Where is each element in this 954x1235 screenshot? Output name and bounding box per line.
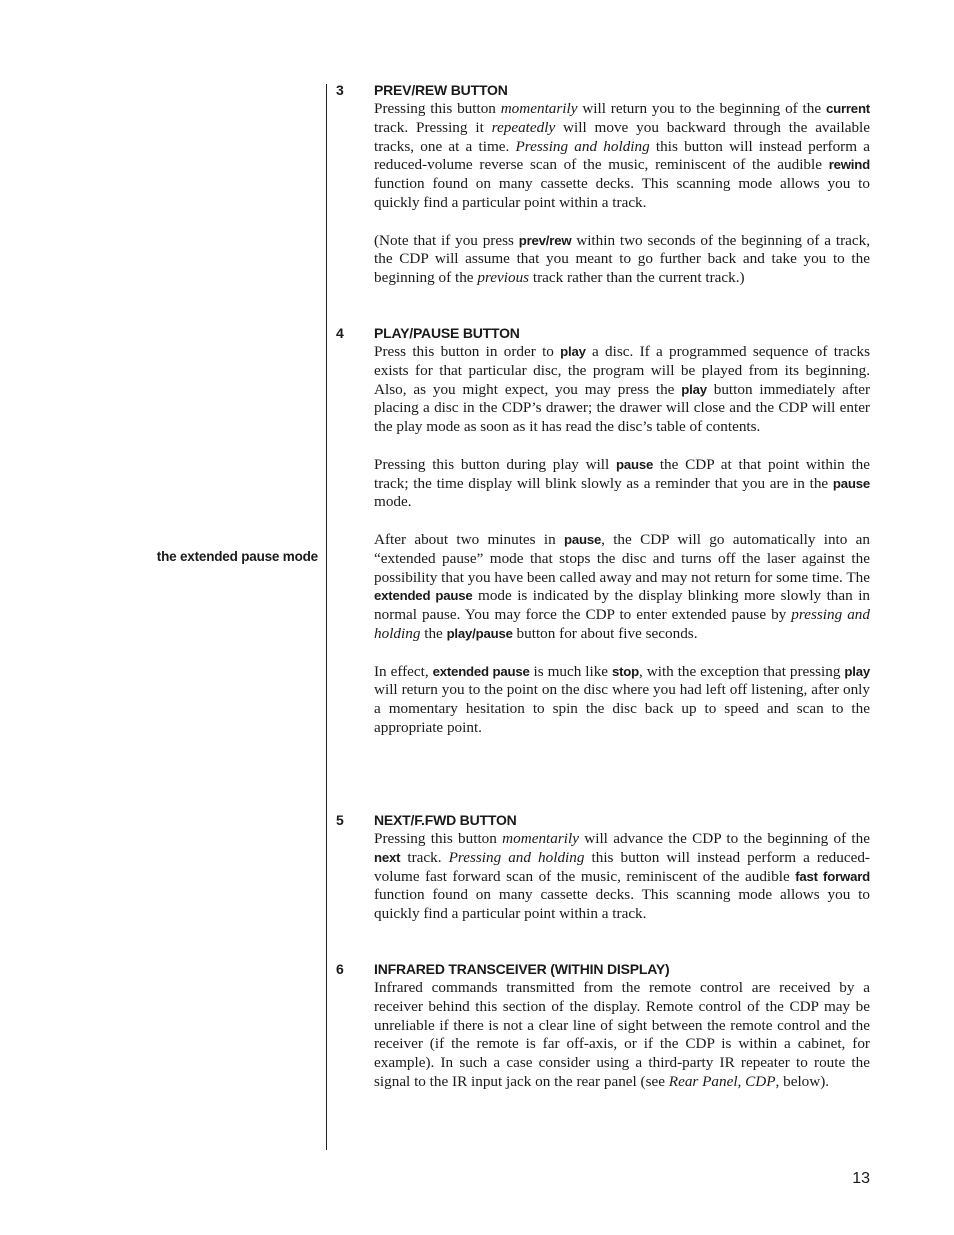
body-paragraph: Pressing this button momentarily will return you to the beginning of the current track. Pressing it repeatedly will move you backward through the available tracks, one at a time. Pressing and holding this button will instead perform a reduced-volume reverse scan of the music, reminiscent of the audible rewind function found on many cassette decks. This scanning mode allows you to quickly find a particular point within a track. (374, 100, 871, 211)
emphasis-italic: repeatedly (491, 118, 556, 136)
section-heading (336, 960, 870, 979)
section-heading (336, 811, 870, 830)
section-next-ffwd (336, 811, 870, 924)
section-heading (336, 324, 870, 343)
emphasis-italic: pressing and holding (374, 606, 870, 642)
section-number: 3 (336, 82, 344, 98)
body-paragraph: Pressing this button momentarily will advance the CDP to the beginning of the next track. Pressing and holding this button will instead perform a reduced-volume fast forward scan of the music, reminiscent of the audible fast forward function found on many cassette decks. This scanning mode allows you to quickly find a particular point within a track. (374, 830, 871, 923)
emphasis-bold: next (374, 849, 401, 865)
section-title: INFRARED TRANSCEIVER (WITHIN DISPLAY) (374, 961, 670, 977)
emphasis-italic: previous (477, 269, 530, 287)
section-heading (336, 81, 870, 100)
body-paragraph: Press this button in order to play a disc. If a programmed sequence of tracks exists for that particular disc, the program will be played from its beginning. Also, as you might expect, you may press the play button immediately after placing a disc in the CDP’s drawer; the drawer will close and the CDP will enter the play mode as soon as it has read the disc’s table of contents. (374, 343, 870, 436)
emphasis-bold: prev/rew (518, 232, 572, 248)
column-divider-rule (326, 84, 327, 1150)
emphasis-italic: Rear Panel, CDP (668, 1072, 776, 1090)
body-paragraph: Pressing this button during play will pause the CDP at that point within the track; the time display will blink slowly as a reminder that you are in the pause mode. (374, 455, 870, 511)
emphasis-bold: play (844, 663, 870, 679)
emphasis-bold: rewind (828, 157, 870, 173)
emphasis-italic: momentarily (500, 100, 578, 117)
emphasis-bold: stop (611, 663, 640, 679)
margin-note: the extended pause mode (156, 549, 318, 564)
body-paragraph: In effect, extended pause is much like stop, with the exception that pressing play will return you to the point on the disc where you had left off listening, after only a momentary hesitation to spin the disc back up to speed and scan to the appropriate point. (374, 662, 870, 736)
emphasis-bold: play (560, 344, 586, 359)
body-paragraph: Infrared commands transmitted from the remote control are received by a receiver behind this section of the display. Remote control of the CDP may be unreliable if there is not a clear line of sight between the remote control and the receiver (if the remote is far off-axis, or if the CDP is within a cabinet, for example). In such a case consider using a third-party IR repeater to route the signal to the IR input jack on the rear panel (see Rear Panel, CDP, below). (374, 979, 870, 1090)
emphasis-bold: pause (832, 475, 870, 491)
section-number: 4 (336, 325, 344, 341)
section-infrared-transceiver (336, 960, 870, 1092)
emphasis-bold: current (825, 101, 870, 116)
emphasis-italic: momentarily (502, 830, 579, 847)
body-paragraph: After about two minutes in pause, the CDP will go automatically into an “extended pause” mode that stops the disc and turns off the laser against the possibility that you have been called away and may not return for some time. The extended pause mode is indicated by the display blinking more slowly than in normal pause. You may force the CDP to enter extended pause by pressing and holding the play/pause button for about five seconds. (374, 530, 871, 642)
section-title: PREV/REW BUTTON (374, 82, 508, 98)
emphasis-bold: pause (615, 456, 654, 472)
emphasis-bold: play (681, 381, 707, 397)
emphasis-bold: play/pause (446, 625, 513, 641)
section-play-pause (336, 324, 870, 738)
section-number: 6 (336, 961, 344, 977)
section-number: 5 (336, 812, 344, 828)
emphasis-bold: pause (563, 531, 602, 547)
emphasis-bold: extended pause (374, 588, 473, 604)
section-title: PLAY/PAUSE BUTTON (374, 325, 520, 341)
emphasis-bold: extended pause (432, 663, 530, 679)
page-number: 13 (852, 1170, 870, 1187)
body-paragraph: (Note that if you press prev/rew within two seconds of the beginning of a track, the CDP will assume that you meant to go further back and take you to the beginning of the previous track rather than the current track.) (374, 231, 870, 287)
emphasis-italic: Pressing and holding (448, 848, 585, 866)
emphasis-italic: Pressing and holding (515, 137, 650, 155)
section-title: NEXT/F.FWD BUTTON (374, 812, 517, 828)
section-prev-rew (336, 81, 870, 288)
emphasis-bold: fast forward (795, 868, 871, 884)
